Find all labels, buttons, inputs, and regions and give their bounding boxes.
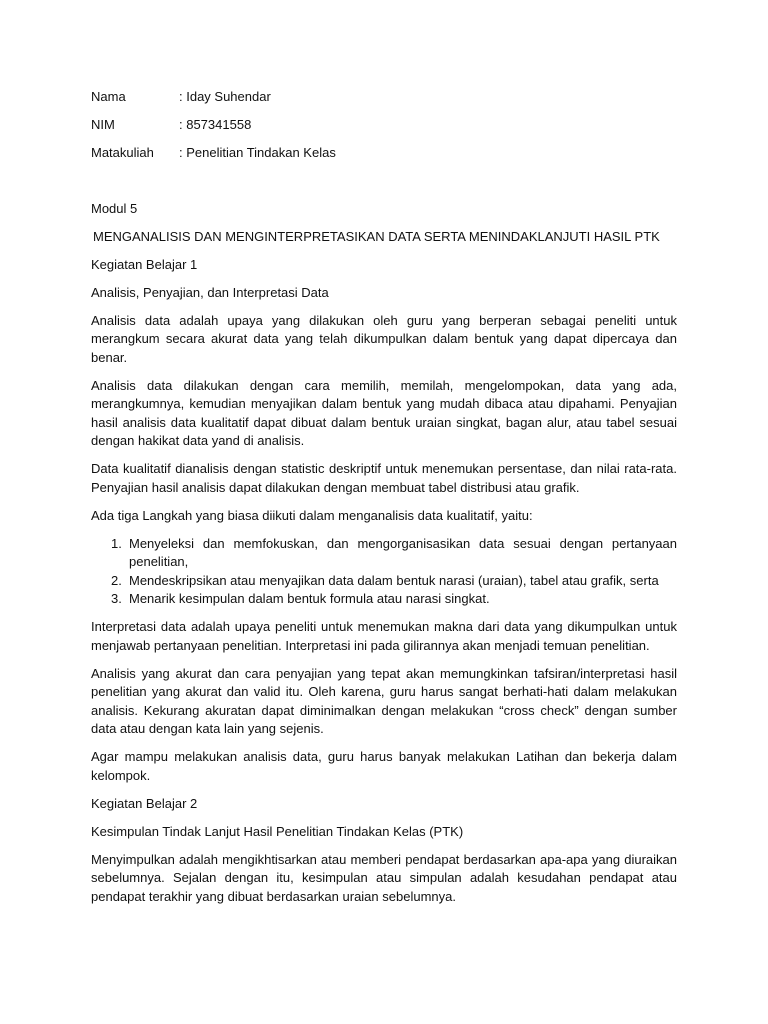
kb1-paragraph-7: Agar mampu melakukan analisis data, guru harus banyak melakukan Latihan dan bekerja dalam kelompok. bbox=[91, 749, 677, 783]
kb2-paragraph-1: Menyimpulkan adalah mengikhtisarkan atau memberi pendapat berdasarkan apa-apa yang diuraikan sebelumnya. Sejalan dengan itu, kesimpulan atau simpulan adalah kesudahan pendapat atau pendapat terakhir yang dibuat berdasarkan uraian sebelumnya. bbox=[91, 851, 677, 904]
list-item bbox=[91, 572, 677, 591]
list-item-number: 3. bbox=[111, 591, 122, 606]
kb1-paragraph-2: Analisis data dilakukan dengan cara memilih, memilah, mengelompokan, data yang ada, merangkumnya, kemudian menyajikan dalam bentuk yang mudah dibaca atau dipahami. Penyajian hasil analisis data kualitatif dapat dibuat dalam bentuk uraian singkat, bagan alur, atau tabel sesuai dengan hakikat data yand di analisis. bbox=[91, 377, 677, 448]
kb2-heading: Kegiatan Belajar 2 bbox=[91, 795, 198, 811]
kb1-paragraph-6: Analisis yang akurat dan cara penyajian yang tepat akan memungkinkan tafsiran/interpretasi hasil penelitian yang akurat dan valid itu. Oleh karena, guru harus sangat berhati-hati dalam melakukan analisis. Kekurang akuratan dapat diminimalkan dengan melakukan “cross check” dengan sumber data atau dengan kata lain yang sejenis. bbox=[91, 665, 677, 736]
modul-label: Modul 5 bbox=[91, 200, 138, 216]
steps-list bbox=[91, 535, 677, 609]
document-title: MENGANALISIS DAN MENGINTERPRETASIKAN DATA SERTA MENINDAKLANJUTI HASIL PTK bbox=[93, 228, 660, 244]
nama-value: : Iday Suhendar bbox=[179, 89, 271, 104]
kb1-paragraph-3: Data kualitatif dianalisis dengan statistic deskriptif untuk menemukan persentase, dan nilai rata-rata. Penyajian hasil analisis dapat dilakukan dengan membuat tabel distribusi atau grafik. bbox=[91, 461, 677, 495]
kb2-subheading: Kesimpulan Tindak Lanjut Hasil Penelitian Tindakan Kelas (PTK) bbox=[91, 823, 464, 839]
list-item-text: Menarik kesimpulan dalam bentuk formula atau narasi singkat. bbox=[129, 591, 490, 606]
list-item-text: Menyeleksi dan memfokuskan, dan mengorganisasikan data sesuai dengan pertanyaan penelitian, bbox=[129, 535, 677, 569]
matakuliah-value: : Penelitian Tindakan Kelas bbox=[179, 145, 336, 160]
nim-value: : 857341558 bbox=[179, 117, 252, 132]
nama-label: Nama bbox=[91, 89, 126, 104]
info-row-nama bbox=[91, 88, 677, 107]
list-item-text: Mendeskripsikan atau menyajikan data dalam bentuk narasi (uraian), tabel atau grafik, serta bbox=[129, 572, 659, 588]
info-row-nim bbox=[91, 116, 677, 135]
kb1-paragraph-1: Analisis data adalah upaya yang dilakukan oleh guru yang berperan sebagai peneliti untuk merangkum secara akurat data yang telah dikumpulkan dalam bentuk yang dapat dipercaya dan benar. bbox=[91, 312, 677, 365]
kb1-subheading: Analisis, Penyajian, dan Interpretasi Data bbox=[91, 284, 329, 300]
list-item bbox=[91, 535, 677, 572]
kb1-paragraph-5: Interpretasi data adalah upaya peneliti untuk menemukan makna dari data yang dikumpulkan untuk menjawab pertanyaan penelitian. Interpretasi ini pada gilirannya akan menjadi temuan penelitian. bbox=[91, 619, 677, 653]
list-item bbox=[91, 590, 677, 609]
kb1-paragraph-4: Ada tiga Langkah yang biasa diikuti dalam menganalisis data kualitatif, yaitu: bbox=[91, 507, 533, 523]
info-row-matakuliah bbox=[91, 144, 677, 163]
list-item-number: 1. bbox=[111, 535, 122, 551]
list-item-number: 2. bbox=[111, 572, 122, 588]
kb1-heading: Kegiatan Belajar 1 bbox=[91, 256, 198, 272]
matakuliah-label: Matakuliah bbox=[91, 145, 154, 160]
nim-label: NIM bbox=[91, 117, 115, 132]
document-page bbox=[91, 88, 677, 906]
